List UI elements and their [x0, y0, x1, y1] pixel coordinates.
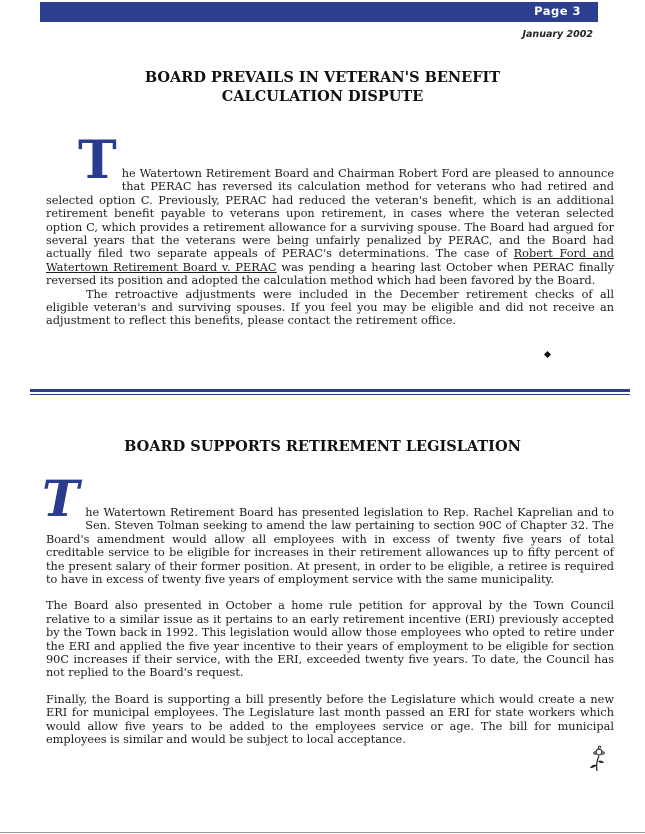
article2-body — [42, 469, 614, 747]
header-bar — [40, 2, 598, 22]
article2-dropcap: T — [42, 469, 80, 528]
article1-dropcap: T — [78, 130, 117, 191]
article1-paragraph1 — [46, 130, 614, 288]
article1-body — [46, 130, 614, 328]
flower-icon — [585, 745, 609, 771]
article2-paragraph2: The Board also presented in October a home rule petition for approval by the Town Council relative to a similar issue as it pertains to an early retirement incentive (ERI) previously accepted by the Town back in 1992. This legislation would allow those employees who opted to retire under the ERI and applied the five year incentive to their years of employment to be eligible for section 90C increases if their service, with the ERI, exceeded twenty five years. To date, the Council has not replied to the Board's request. — [46, 599, 614, 680]
issue-date: January 2002 — [522, 29, 593, 40]
article1-p1-part2: was pending a hearing last October when PERAC finally reversed its position and adopted the calculation method which had been favored by the Board. — [46, 260, 614, 288]
page-number: Page 3 — [534, 4, 581, 18]
article1-headline-line1: BOARD PREVAILS IN VETERAN'S BENEFIT — [144, 69, 501, 86]
article1-headline — [0, 68, 645, 106]
article2-headline: BOARD SUPPORTS RETIREMENT LEGISLATION — [124, 438, 521, 455]
section-divider — [30, 389, 630, 392]
article1-p1-text — [46, 130, 614, 288]
article2-paragraph3: Finally, the Board is supporting a bill presently before the Legislature which would create a new ERI for municipal employees. The Legislature last month passed an ERI for state workers which would allow five years to be added to the employees service or age. The bill for municipal employees is similar and would be subject to local acceptance. — [46, 692, 614, 747]
article1-p1-part1: he Watertown Retirement Board and Chairman Robert Ford are pleased to announce that PERAC has reversed its calculation method for veterans who had retired and selected option C. Previously, PERAC had reduced the veteran's benefit, which is an additional retirement benefit payable to veterans upon retirement, in cases where the veteran selected option C, which provides a retirement allowance for a surviving spouse. The Board had argued for several years that the veterans were being unfairly penalized by PERAC, and the Board had actually filed two separate appeals of PERAC's determinations. The case of — [46, 167, 614, 261]
article1-paragraph2: The retroactive adjustments were included in the December retirement checks of all eligible veteran's and surviving spouses. If you feel you may be eligible and did not receive an adjustment to reflect this benefits, please contact the retirement office. — [46, 287, 614, 328]
case-title: Robert Ford and Watertown Retirement Board v. PERAC — [46, 247, 614, 274]
article1-headline-line2: CALCULATION DISPUTE — [221, 88, 424, 105]
section-divider-thin — [30, 394, 630, 395]
article2-paragraph1 — [42, 469, 614, 587]
page-bottom-edge — [0, 832, 645, 833]
article2-p1-text: he Watertown Retirement Board has presented legislation to Rep. Rachel Kaprelian and to Sen. Steven Tolman seeking to amend the law pertaining to section 90C of Chapter 32. The Board's amendment would allow all employees with in excess of twenty five years of total creditable service to be eligible for increases in their retirement allowances up to fifty percent of the present salary of their former position. At present, in order to be eligible, a retiree is required to have in excess of twenty five years of employment service with the same municipality. — [46, 506, 614, 587]
diamond-icon — [544, 351, 551, 358]
